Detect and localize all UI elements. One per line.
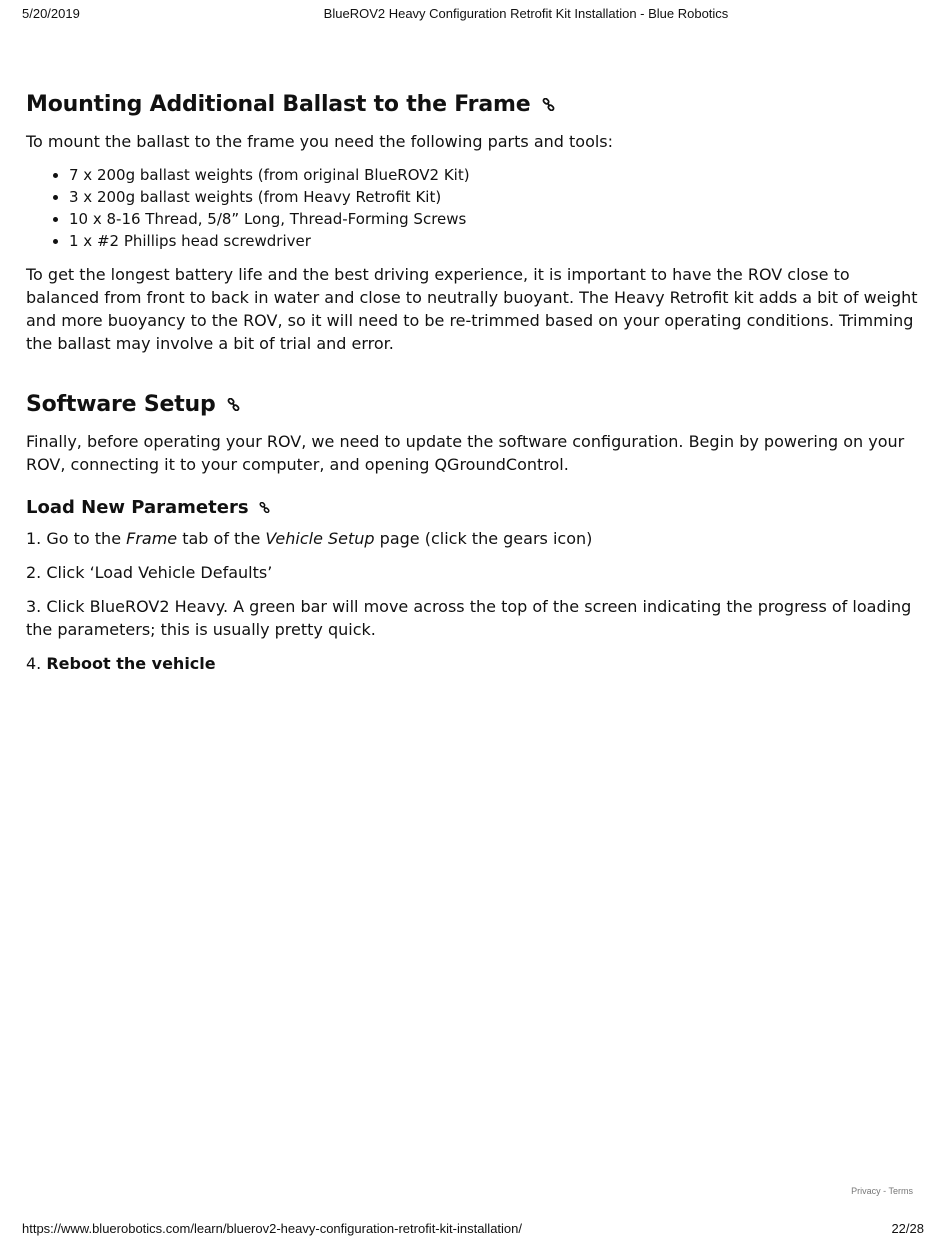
parts-list <box>26 164 926 252</box>
step-text: 4. <box>26 654 47 673</box>
ballast-intro: To mount the ballast to the frame you need the following parts and tools: <box>26 132 614 151</box>
step-text: tab of the <box>177 529 266 548</box>
terms-link[interactable]: Terms <box>888 1186 913 1196</box>
privacy-link[interactable]: Privacy <box>851 1186 881 1196</box>
page-number: 22/28 <box>891 1221 924 1236</box>
heading-text: Software Setup <box>26 392 216 417</box>
list-item: • 7 x 200g ballast weights (from original BlueROV2 Kit) <box>69 164 926 186</box>
heading-load-parameters <box>26 495 926 521</box>
list-item: • 10 x 8-16 Thread, 5/8” Long, Thread-Forming Screws <box>69 208 926 230</box>
step-2: 2. Click ‘Load Vehicle Defaults’ <box>26 563 273 582</box>
link-icon[interactable] <box>227 388 240 422</box>
legal-separator: - <box>880 1186 889 1196</box>
ballast-paragraph: To get the longest battery life and the best driving experience, it is important to have the ROV close to balanced from front to back in water and close to neutrally buoyant. The Heavy Retrofit kit adds a bit of weight and more buoyancy to the ROV, so it will need to be re-trimmed based on your operating conditions. Trimming the ballast may involve a bit of trial and error. <box>26 265 918 353</box>
section-spacer <box>26 487 926 495</box>
step-text: page (click the gears icon) <box>374 529 593 548</box>
step-4 <box>26 652 926 675</box>
link-icon[interactable] <box>259 495 270 521</box>
list-item: • 1 x #2 Phillips head screwdriver <box>69 230 926 252</box>
print-header <box>0 6 950 24</box>
print-date: 5/20/2019 <box>22 6 80 21</box>
link-icon[interactable] <box>542 88 555 122</box>
step-1 <box>26 527 926 550</box>
heading-text: Mounting Additional Ballast to the Frame <box>26 92 531 117</box>
emphasis-reboot: Reboot the vehicle <box>46 654 216 673</box>
heading-mounting-ballast <box>26 88 926 122</box>
section-spacer <box>26 366 926 388</box>
heading-text: Load New Parameters <box>26 497 249 518</box>
step-text: 1. Go to the <box>26 529 127 548</box>
list-item: • 3 x 200g ballast weights (from Heavy Retrofit Kit) <box>69 186 926 208</box>
emphasis-frame: Frame <box>126 529 178 548</box>
heading-software-setup <box>26 388 926 422</box>
software-paragraph: Finally, before operating your ROV, we need to update the software configuration. Begin by powering on your ROV, connecting it to your computer, and opening QGroundControl. <box>26 432 905 474</box>
step-3: 3. Click BlueROV2 Heavy. A green bar will move across the top of the screen indicating the progress of loading the parameters; this is usually pretty quick. <box>26 597 912 639</box>
print-footer <box>0 1221 950 1239</box>
page-url: https://www.bluerobotics.com/learn/bluerov2-heavy-configuration-retrofit-kit-installation/ <box>22 1221 522 1236</box>
article-content <box>26 88 926 686</box>
print-page-title: BlueROV2 Heavy Configuration Retrofit Kit Installation - Blue Robotics <box>323 6 729 21</box>
emphasis-vehicle-setup: Vehicle Setup <box>265 529 375 548</box>
legal-links <box>851 1186 913 1196</box>
